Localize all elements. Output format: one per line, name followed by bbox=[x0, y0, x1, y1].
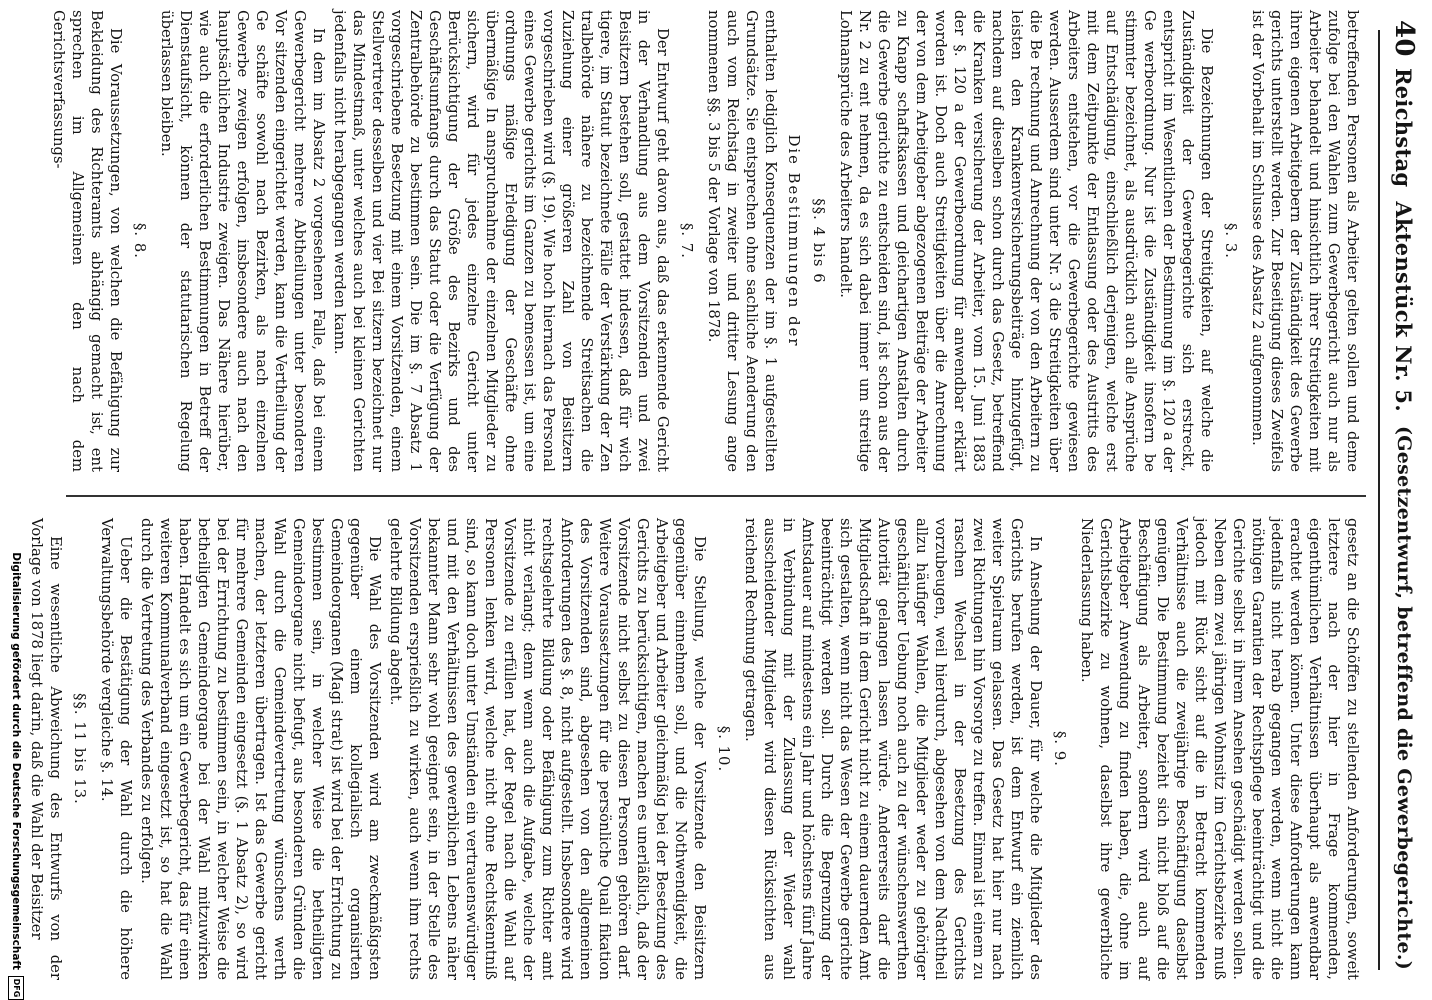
column-separator bbox=[66, 495, 1366, 497]
paragraph: Eine wesentliche Abweichung des Entwurfs von der Vorlage von 1878 liegt darin, daß die Wahl der Beisitzer bbox=[28, 518, 64, 980]
paragraph: enthalten lediglich Konsequenzen der im §. 1 aufgestellten Grundsätze. Sie entsprechen ohne sachliche Aenderung den auch vom Reichstag in zweiter und dritter Lesung ange nommenen §§. 3 bis 5 der Vorlage von 1878. bbox=[705, 10, 779, 472]
paragraph: betreffenden Personen als Arbeiter gelten sollen und deme zufolge bei den Wahlen zum Gewerbegericht auch nur als Arbeiter behandelt und hinsichtlich ihrer Streitigkeiten mit ihren eigenen Arbeitgebern der Zuständigkeit des Gewerbe gerichts unterstellt werden. Zur Beseitigung dieses Zweifels ist der Vorbehalt im Schlusse des Absatz 2 aufgenommen. bbox=[1249, 10, 1361, 472]
section-heading: §. 7. bbox=[678, 223, 695, 259]
section-heading: §. 9. bbox=[1051, 731, 1068, 767]
paragraph: gesetz an die Schöffen zu stellenden Anforderungen, soweit letztere nach der hier in Frage kommenden, eigenthümlichen Verhältnissen überhaupt als anwendbar erachtet werden können. Unter diese Anforderungen kann jedenfalls nicht herab gegangen werden, wenn nicht die nöthigen Garantien der Rechtspflege beeinträchtigt und die Gerichte selbst in ihrem Ansehen geschädigt werden sollen. Neben dem zwei jährigen Wohnsitz im Gerichtsbezirke muß jedoch mit Rück sicht auf die in Betracht kommenden Verhältnisse auch die zweijährige Beschäftigung daselbst genügen. Die Bestimmung bezieht sich nicht bloß auf die Beschäftigung als Arbeiter, sondern wird auch auf Arbeitgeber Anwendung zu finden haben, die, ohne im Gerichtsbezirke zu wohnen, daselbst ihre gewerbliche Niederlassung haben. bbox=[1078, 518, 1361, 980]
section-heading: §. 10. bbox=[715, 725, 732, 773]
section-heading: §. 8. bbox=[131, 223, 148, 259]
left-column bbox=[50, 10, 1362, 472]
footer-text: Digitalisierung gefördert durch die Deutsche Forschungsgemeinschaft bbox=[10, 552, 22, 970]
paragraph: Die Bezeichnungen der Streitigkeiten, auf welche die Zuständigkeit der Gewerbegerichte sich erstreckt, entspricht im Wesentlichen der Bestimmung im §. 120 a der Ge werbeordnung. Nur ist die Zuständigkeit insofern be stimmter bezeichnet, als ausdrücklich auch alle Ansprüche auf Entschädigung, einschließlich derjenigen, welche erst mit dem Zeitpunkte der Entlassung oder des Austritts des Arbeiters entstehen, vor die Gewerbegerichte gewiesen werden. Ausserdem sind unter Nr. 3 die Streitigkeiten über die Be rechnung und Anrechnung der von den Arbeitern zu leisten den Krankenversicherungsbeiträge hinzugefügt, nachdem auf dieselben schon durch das Gesetz, betreffend die Kranken versicherung der Arbeiter, vom 15. Juni 1883 der §. 120 a der Gewerbeordnung für anwendbar erklärt worden ist. Doch auch Streitigkeiten über die Anrechnung der von dem Arbeitgeber abgezogenen Beiträge der Arbeiter zu Knapp schaftskassen und gleichartigen Anstalten durch die Gewerbe gerichte zu entscheiden sind, ist schon aus der Nr. 2 zu ent nehmen, da es sich dabei immer um streitige Lohnansprüche des Arbeiters handelt. bbox=[837, 10, 1215, 472]
dfg-logo: DFG bbox=[8, 976, 24, 1000]
paragraph: In Ansehung der Dauer, für welche die Mitglieder des Gerichts berufen werden, ist dem Entwurf ein ziemlich weiter Spielraum gelassen. Das Gesetz hat hier nur nach zwei Richtungen hin Vorsorge zu treffen. Einmal ist einem zu raschen Wechsel in der Besetzung des Gerichts vorzubeugen, weil hierdurch, abgesehen von dem Nachtheil allzu häufiger Wahlen, die Mitglieder weder zu gehöriger geschäftlicher Uebung noch auch zu der wünschenswerthen Autorität gelangen lassen würde. Andererseits darf die Mitgliedschaft in dem Gericht nicht zu einem dauernden Amt sich gestalten, wenn nicht das Wesen der Gewerbe gerichte beeinträchtigt werden soll. Durch die Begrenzung der Amtsdauer auf mindestens ein Jahr und höchstens fünf Jahre in Verbindung mit der Zulassung der Wieder wahl ausscheidender Mitglieder wird diesen Rücksichten aus reichend Rechnung getragen. bbox=[742, 518, 1044, 980]
digitization-footer bbox=[5, 360, 27, 1000]
subheading: Die Bestimmungen der bbox=[785, 134, 802, 348]
section-heading: §§. 11 bis 13. bbox=[71, 693, 88, 805]
header-rule bbox=[1378, 30, 1380, 970]
page-header bbox=[1384, 20, 1424, 980]
header-document-number: Aktenstück Nr. 5. bbox=[1391, 201, 1417, 412]
paragraph: Die Voraussetzungen, von welchen die Befähigung zur Bekleidung des Richteramts abhängig gemacht ist, ent sprechen im Allgemeinen den nach dem Gerichtsverfassungs- bbox=[50, 10, 124, 472]
section-heading: §§. 4 bis 6 bbox=[810, 198, 827, 284]
section-heading: §. 3. bbox=[1222, 223, 1239, 259]
paragraph: Die Wahl des Vorsitzenden wird am zweckmäßigsten gegenüber einem kollegialisch organisirten Gemeindeorganen (Magi strat) ist wird bei der Errichtung zu bestimmen sein, in welcher Weise die betheiligten Gemeindeorgane nicht befugt, aus besonderen Gründen die Wahl durch die Gemeindevertretung wünschens werth machen, der letzteren übertragen. Ist das Gewerbe gericht für mehrere Gemeinden eingesetzt (§. 1 Absatz 2), so wird bei der Errichtung zu bestimmen sein, in welcher Weise die betheiligten Gemeindeorgane bei der Wahl mitzuwirken haben. Handelt es sich um ein Gewerbegericht, das für einen weiteren Kommunalverband eingesetzt ist, so hat die Wahl durch die Vertretung des Verbandes zu erfolgen. bbox=[138, 518, 383, 980]
paragraph: Ueber die Bestätigung der Wahl durch die höhere Verwaltungsbehörde vergleiche §. 14. bbox=[98, 518, 134, 980]
paragraph: Der Entwurf geht davon aus, daß das erkennende Gericht in der Verhandlung aus dem Vorsitzenden und zwei Beisitzern bestehen soll, gestattet indessen, daß für wich tigere, im Statut bezeichnete Fälle der Verstärkung der Zen tralbehörde nähere zu bezeichnende Streitsachen die Zuziehung einer größeren Zahl von Beisitzern vorgeschrieben wird (§. 19). Wie hoch hiernach das Personal eines Gewerbe gerichts im Ganzen zu bemessen ist, um eine ordnungs mäßige Erledigung der Geschäfte ohne übermäßige In anspruchnahme der einzelnen Mitglieder zu sichern, wird für jedes einzelne Gericht unter Berücksichtigung der Größe des Bezirks und des Geschäftsumfangs durch das Statut oder die Verfügung der Zentralbehörde zu bestimmen sein. Die im §. 7 Absatz 1 vorgeschriebene Besetzung mit einem Vorsitzenden, einem Stellvertreter desselben und vier Bei sitzern bezeichnet nur das Mindestmaß, unter welches auch bei kleinen Gerichten jedenfalls nicht herabgegangen werden kann. bbox=[331, 10, 671, 472]
page-number: 40 bbox=[1389, 20, 1419, 57]
header-source: Reichstag bbox=[1391, 68, 1417, 188]
paragraph: Die Stellung, welche der Vorsitzende den Beisitzern gegenüber einnehmen soll, und die Nothwendigkeit, die Arbeitgeber und Arbeiter gleichmäßig bei der Besetzung des Gerichts zu berücksichtigen, machen es unerläßlich, daß der Vorsitzende nicht selbst zu diesen Personen gehören darf. Weitere Voraussetzungen für die persönliche Quali fikation des Vorsitzenden sind, abgesehen von den allgemeinen Anforderungen des §. 8, nicht aufgestellt. Insbesondere wird rechtsgelehrte Bildung oder Befähigung zum Richter amt nicht verlangt; denn wenn auch die Aufgabe, welche der Vorsitzende zu erfüllen hat, der Regel nach die Wahl auf Personen lenken wird, welche nicht ohne Rechtskenntniß sind, so kann doch unter Umständen ein vertrauenswürdiger und mit den Verhältnissen des gewerblichen Lebens näher bekannter Mann sehr wohl geeignet sein, in der Stelle des Vorsitzenden ersprießlich zu wirken, auch wenn ihm rechts gelehrte Bildung abgeht. bbox=[387, 518, 708, 980]
paragraph: In dem im Absatz 2 vorgesehenen Falle, daß bei einem Gewerbegericht mehrere Abtheilungen unter besonderen Vor sitzenden eingerichtet werden, kann die Vertheilung der Ge schäfte sowohl nach Bezirken, als nach einzelnen Gewerbe zweigen erfolgen, insbesondere auch nach den hauptsächlichen Industrie zweigen. Das Nähere hierüber, wie auch die erforderlichen Bestimmungen in Betreff der Dienstaufsicht, können der statutarischen Regelung überlassen bleiben. bbox=[158, 10, 327, 472]
header-title: (Gesetzentwurf, betreffend die Gewerbegerichte.) bbox=[1393, 425, 1415, 971]
right-column bbox=[28, 518, 1362, 980]
